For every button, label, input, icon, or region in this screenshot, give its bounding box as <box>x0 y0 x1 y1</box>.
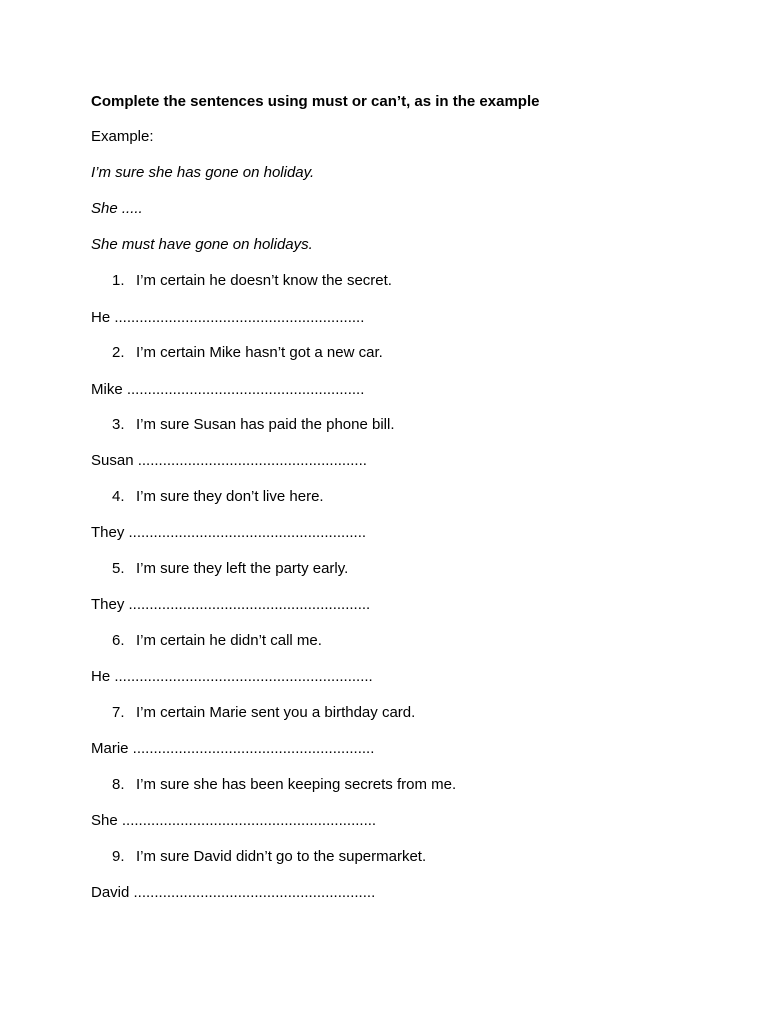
item-number: 5. <box>112 560 125 577</box>
example-prompt: I’m sure she has gone on holiday. <box>91 164 315 181</box>
answer-line-6: He .............................................................. <box>91 668 373 685</box>
exercise-item-6 <box>112 632 322 650</box>
item-number: 6. <box>112 632 125 649</box>
example-label: Example: <box>91 128 154 145</box>
answer-line-1: He ............................................................ <box>91 309 365 326</box>
item-sentence: I’m sure they left the party early. <box>136 560 349 577</box>
exercise-item-8 <box>112 776 456 794</box>
exercise-item-4 <box>112 488 324 506</box>
item-sentence: I’m sure Susan has paid the phone bill. <box>136 416 395 433</box>
worksheet-title: Complete the sentences using must or can’t, as in the example <box>91 93 540 110</box>
exercise-item-9 <box>112 848 426 866</box>
example-stem: She ..... <box>91 200 143 217</box>
item-sentence: I’m certain he didn’t call me. <box>136 632 322 649</box>
item-number: 2. <box>112 344 125 361</box>
exercise-item-3 <box>112 416 395 434</box>
answer-line-5: They .......................................................... <box>91 596 371 613</box>
item-sentence: I’m sure they don’t live here. <box>136 488 324 505</box>
example-answer: She must have gone on holidays. <box>91 236 313 253</box>
item-number: 8. <box>112 776 125 793</box>
item-number: 9. <box>112 848 125 865</box>
item-sentence: I’m certain Marie sent you a birthday card. <box>136 704 416 721</box>
item-number: 1. <box>112 272 125 289</box>
item-number: 4. <box>112 488 125 505</box>
exercise-item-1 <box>112 272 392 290</box>
answer-line-4: They ......................................................... <box>91 524 367 541</box>
item-sentence: I’m certain Mike hasn’t got a new car. <box>136 344 383 361</box>
item-sentence: I’m sure she has been keeping secrets from me. <box>136 776 457 793</box>
answer-line-9: David .......................................................... <box>91 884 376 901</box>
exercise-item-7 <box>112 704 415 722</box>
answer-line-2: Mike ......................................................... <box>91 381 365 398</box>
answer-line-3: Susan ....................................................... <box>91 452 367 469</box>
exercise-item-5 <box>112 560 348 578</box>
item-sentence: I’m certain he doesn’t know the secret. <box>136 272 392 289</box>
item-number: 3. <box>112 416 125 433</box>
exercise-item-2 <box>112 344 383 362</box>
answer-line-7: Marie .......................................................... <box>91 740 375 757</box>
answer-line-8: She ............................................................. <box>91 812 377 829</box>
item-number: 7. <box>112 704 125 721</box>
item-sentence: I’m sure David didn’t go to the supermarket. <box>136 848 427 865</box>
